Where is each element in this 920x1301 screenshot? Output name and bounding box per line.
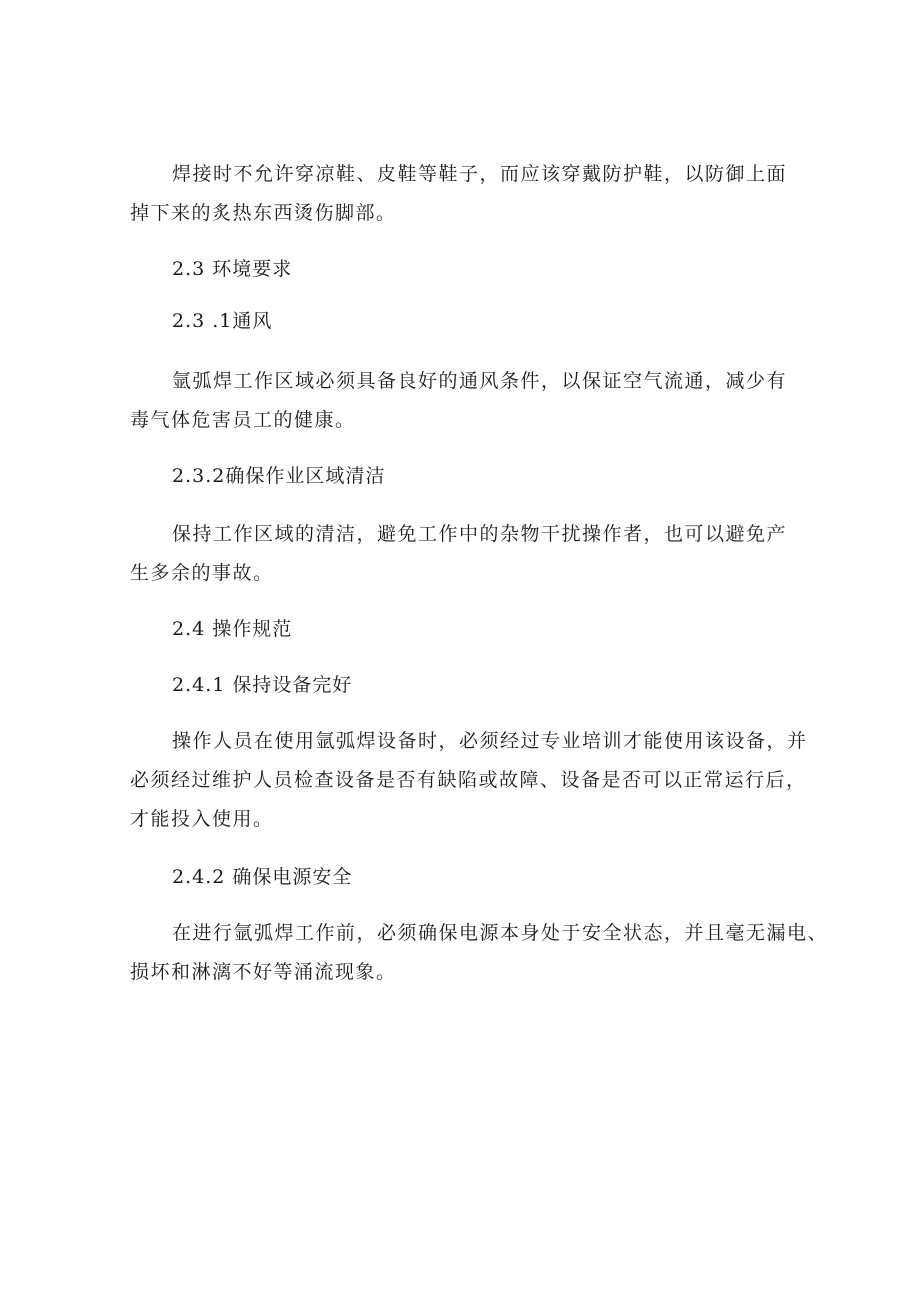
heading-text: 2.3 环境要求: [172, 258, 293, 280]
heading-text: 2.4.2 确保电源安全: [172, 866, 353, 888]
paragraph-line: 掉下来的炙热东西烫伤脚部。: [130, 202, 397, 224]
paragraph-line: 操作人员在使用氩弧焊设备时，必须经过专业培训才能使用该设备，并: [172, 730, 808, 752]
paragraph-safety-shoes: [130, 155, 812, 233]
heading-2-4-2: [172, 858, 812, 897]
paragraph-line: 焊接时不允许穿凉鞋、皮鞋等鞋子，而应该穿戴防护鞋，以防御上面: [172, 163, 788, 185]
heading-text: 2.3.2确保作业区域清洁: [172, 465, 386, 487]
paragraph-clean-area: [130, 515, 812, 593]
paragraph-line: 生多余的事故。: [130, 562, 274, 584]
paragraph-power-safety: [130, 914, 829, 992]
paragraph-line: 损坏和淋漓不好等涌流现象。: [130, 961, 397, 983]
heading-2-3-2: [172, 457, 812, 496]
heading-2-4: [172, 610, 812, 649]
heading-2-3: [172, 250, 812, 289]
heading-text: 2.3 .1通风: [172, 310, 273, 332]
paragraph-ventilation: [130, 362, 812, 440]
heading-2-3-1: [172, 302, 812, 341]
paragraph-line: 氩弧焊工作区域必须具备良好的通风条件，以保证空气流通，减少有: [172, 370, 788, 392]
paragraph-line: 在进行氩弧焊工作前，必须确保电源本身处于安全状态，并且毫无漏电、: [172, 922, 829, 944]
paragraph-line: 毒气体危害员工的健康。: [130, 409, 356, 431]
paragraph-line: 必须经过维护人员检查设备是否有缺陷或故障、设备是否可以正常运行后，: [130, 769, 807, 791]
paragraph-line: 保持工作区域的清洁，避免工作中的杂物干扰操作者，也可以避免产: [172, 523, 788, 545]
paragraph-line: 才能投入使用。: [130, 808, 274, 830]
heading-text: 2.4.1 保持设备完好: [172, 674, 353, 696]
paragraph-equipment: [130, 722, 812, 839]
heading-text: 2.4 操作规范: [172, 618, 293, 640]
heading-2-4-1: [172, 666, 812, 705]
